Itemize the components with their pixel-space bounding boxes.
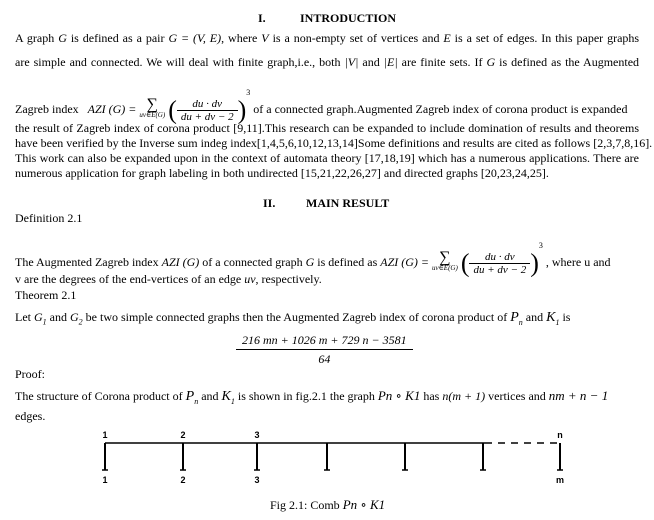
- figure-caption: [270, 497, 385, 513]
- summation-index: uv∈E(G): [139, 111, 166, 120]
- text: vertices and: [488, 389, 546, 403]
- subscript: 1: [555, 317, 560, 327]
- math-Pn: [510, 310, 523, 325]
- math-uv: uv: [244, 272, 256, 286]
- result-denominator: 64: [318, 352, 331, 366]
- text: and: [201, 389, 219, 403]
- intro-line-5: [15, 136, 653, 150]
- text: , respectively.: [255, 272, 322, 286]
- subscript: 1: [230, 396, 235, 406]
- math-Pn: [186, 389, 199, 404]
- result-numerator: 216 mn + 1026 m + 729 n − 3581: [236, 333, 413, 350]
- text: numerous application for graph labeling in both undirected [15,21,22,26,27] and directed graphs [20,23,24,25].: [15, 166, 549, 180]
- text: are finite sets. If: [401, 55, 483, 69]
- intro-line-1: [15, 31, 639, 45]
- proof-line-1: [15, 389, 639, 409]
- symbol: K: [546, 310, 556, 325]
- vertex-labels: [102, 430, 564, 485]
- text: is: [562, 310, 571, 324]
- definition-line-2: [15, 272, 639, 286]
- vertex-label-bottom: 1: [102, 475, 108, 485]
- section-title-introduction: INTRODUCTION: [300, 11, 397, 25]
- intro-line-2: [15, 55, 639, 69]
- text: be two simple connected graphs then the Augmented Zagreb index of corona product of: [85, 310, 508, 324]
- summation-index: uv∈E(G): [432, 264, 458, 273]
- exponent: 3: [246, 88, 251, 97]
- text: of a connected graph.Augmented Zagreb index of corona product is expanded: [253, 102, 628, 116]
- vertex-label-bottom: 3: [254, 475, 260, 485]
- math-azi: AZI (G): [161, 255, 200, 269]
- text: and: [49, 310, 67, 324]
- text: is a set of edges. In this paper graphs: [454, 31, 640, 45]
- theorem-line: [15, 310, 639, 330]
- section-number-2: II.: [263, 196, 276, 210]
- vertex-label-bottom: m: [555, 475, 565, 485]
- fraction-numerator: du · dv: [469, 251, 530, 264]
- symbol: K: [221, 389, 231, 404]
- fraction-denominator: du + dv − 2: [473, 263, 527, 276]
- text: and: [525, 310, 544, 324]
- text: Let: [15, 310, 31, 324]
- definition-title: Definition 2.1: [15, 211, 83, 225]
- text: This work can also be expanded upon in the context of automata theory [17,18,19] which has a numerous applications. There are: [15, 151, 639, 165]
- symbol: P: [185, 389, 195, 404]
- section-number-1: I.: [258, 11, 266, 25]
- math-card-V: |V|: [344, 55, 359, 69]
- fraction-denominator: du + dv − 2: [180, 110, 234, 123]
- math-pair: G = (V, E): [168, 31, 222, 45]
- subscript: n: [194, 396, 199, 406]
- text: and: [362, 55, 380, 69]
- math-K1: [546, 310, 559, 325]
- subscript: 1: [42, 317, 47, 327]
- result-formula: [236, 333, 413, 367]
- text: v are the degrees of the end-vertices of an edge: [15, 272, 242, 286]
- vertex-label-top: 2: [180, 430, 186, 440]
- exponent: 3: [538, 241, 543, 250]
- definition-line-1: The Augmented Zagreb index AZI (G) of a connected graph G is defined as AZI (G) = ∑ uv∈E(G) ( $\frac{du \cdot dv}{du + dv - 2}$ )$^3$ , where u and: [15, 241, 611, 278]
- text: is defined as a pair: [70, 31, 165, 45]
- math-G2: [70, 310, 83, 327]
- math-G: G: [486, 55, 496, 69]
- symbol: G: [70, 310, 79, 324]
- math-vertices: n(m + 1): [442, 389, 486, 403]
- caption-math: Pn ∘ K1: [342, 497, 386, 512]
- subscript: n: [518, 317, 523, 327]
- math-G1: [34, 310, 47, 327]
- symbol: G: [34, 310, 43, 324]
- text: is a non-empty set of vertices and: [272, 31, 440, 45]
- text: is shown in fig.2.1 the graph: [237, 389, 375, 403]
- math-K1: [222, 389, 235, 404]
- math-E: E: [443, 31, 451, 45]
- math-azi-lhs: AZI (G) =: [380, 255, 430, 269]
- intro-line-6: [15, 151, 639, 165]
- symbol: P: [510, 310, 519, 325]
- text: of a connected graph: [202, 255, 303, 269]
- text: Zagreb index: [15, 102, 79, 116]
- text: The Augmented Zagreb index: [15, 255, 159, 269]
- text: The structure of Corona product of: [15, 389, 183, 403]
- comb-teeth: [102, 443, 563, 470]
- math-V: V: [261, 31, 269, 45]
- summation-symbol: ∑ uv∈E(G): [139, 96, 166, 120]
- math-G: G: [58, 31, 67, 45]
- intro-line-4: [15, 121, 639, 135]
- text: is defined as the Augmented: [499, 55, 640, 69]
- theorem-title: Theorem 2.1: [15, 288, 77, 302]
- fraction-numerator: du · dv: [177, 98, 238, 111]
- text: is defined as: [317, 255, 378, 269]
- intro-line-3: Zagreb index AZI (G) = ∑ uv∈E(G) ( $\frac{du \cdot dv}{du + dv - 2}$ )$^3$ of a connected graph.Augmented Zagreb index of corona product is expanded: [15, 88, 628, 125]
- math-azi: AZI (G) =: [87, 102, 137, 116]
- vertex-label-top: 1: [102, 430, 108, 440]
- intro-line-7: [15, 166, 639, 180]
- text: have been verified by the Inverse sum indeg index[1,4,5,6,10,12,13,14]Some definitions and results are cited as follows [2,3,7,8,16].: [15, 136, 653, 150]
- math-corona: Pn ∘ K1: [377, 388, 421, 403]
- subscript: 2: [78, 317, 83, 327]
- text: has: [423, 389, 440, 403]
- text: , where u and: [545, 255, 611, 269]
- math-G: G: [305, 255, 315, 269]
- section-title-main-result: MAIN RESULT: [306, 196, 390, 210]
- vertex-label-bottom: 2: [180, 475, 186, 485]
- text: are simple and connected. We will deal with finite graph,i.e., both: [15, 55, 341, 69]
- text: A graph: [15, 31, 55, 45]
- math-card-E: |E|: [383, 55, 398, 69]
- proof-title: Proof:: [15, 367, 45, 381]
- formula-fraction: [177, 98, 238, 123]
- comb-graph-figure: [95, 428, 575, 488]
- vertex-label-top: n: [557, 430, 563, 440]
- text: , where: [221, 31, 258, 45]
- proof-line-2: edges.: [15, 409, 46, 423]
- text: the result of Zagreb index of corona product [9,11].This research can be expanded to include domination of results and theorems: [15, 121, 639, 135]
- caption-text: Fig 2.1: Comb: [270, 498, 340, 512]
- math-edges: nm + n − 1: [548, 388, 609, 403]
- summation-symbol: ∑ uv∈E(G): [432, 249, 458, 273]
- vertex-label-top: 3: [254, 430, 260, 440]
